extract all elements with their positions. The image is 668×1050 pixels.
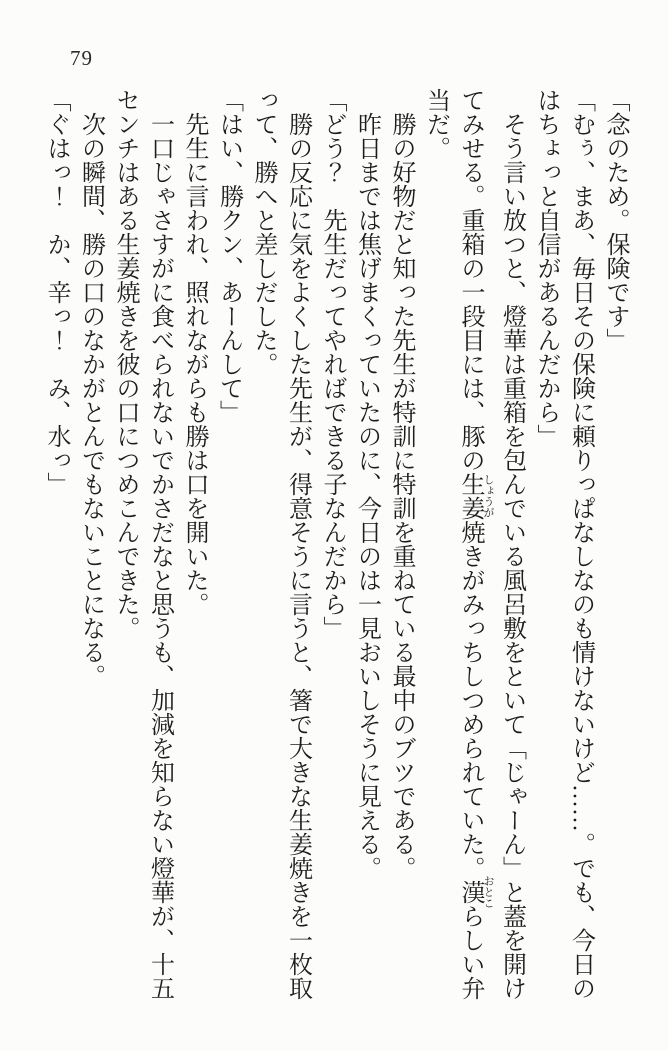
text-line: 一口じゃさすがに食べられないでかさだなと思うも、加減を知らない燈華が、十五 xyxy=(146,88,173,1000)
text-line: 「念のため。保険です」 xyxy=(602,88,628,352)
furigana-ruby: 漢 おとこ xyxy=(457,875,494,909)
text-line: センチはある生姜焼きを彼の口につめこんできた。 xyxy=(112,88,138,640)
text-line: 「どう？ 先生だってやればできる子なんだから」 xyxy=(319,88,345,640)
text-columns xyxy=(39,88,633,1012)
text-line: てみせる。重箱の一段目には、豚の生姜 しょうが焼きがみっちしつめられていた。漢 おとこらしい弁 xyxy=(457,88,494,1000)
text-line: 勝の反応に気をよくした先生が、得意そうに言うと、箸で大きな生姜焼きを一枚取 xyxy=(284,88,311,1000)
text-line: って、勝へと差しだした。 xyxy=(250,88,276,376)
text-line: そう言い放つと、燈華は重箱を包んでいる風呂敷をといて「じゃーん」と蓋を開け xyxy=(498,88,525,1000)
text-line: 「ぐはっ！ か、辛っ！ み、水っ」 xyxy=(43,88,69,496)
furigana-ruby: 生姜 しょうが xyxy=(457,472,494,520)
text-line: 「はい、勝クン、あーんして」 xyxy=(215,88,242,424)
text-line: はちょっと自信があるんだから」 xyxy=(533,88,559,448)
text-line: 当だ。 xyxy=(422,88,449,160)
text-line: 先生に言われ、照れながらも勝は口を開いた。 xyxy=(181,88,207,616)
page-number: 79 xyxy=(70,46,93,70)
text-line: 勝の好物だと知った先生が特訓に特訓を重ねている最中のブツである。 xyxy=(388,88,414,880)
text-line: 次の瞬間、勝の口のなかがとんでもないことになる。 xyxy=(77,88,104,688)
text-line: 昨日までは焦げまくっていたのに、今日のは一見おいしそうに見える。 xyxy=(353,88,380,880)
text-line: 「むぅ、まあ、毎日その保険に頼りっぱなしなのも情けないけど……。でも、今日の xyxy=(567,88,594,1000)
